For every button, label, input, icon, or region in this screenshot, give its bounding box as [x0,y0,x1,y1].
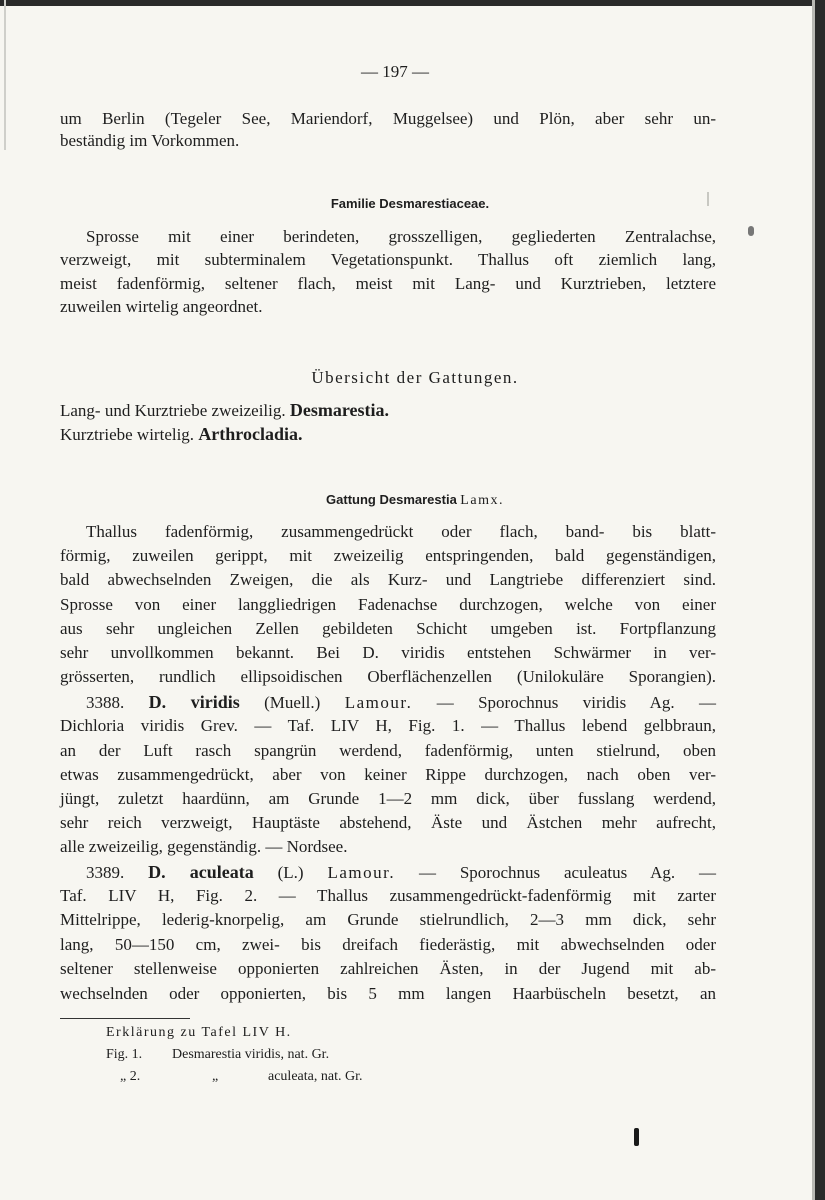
species-3389-line: seltener stellenweise opponierten zahlreichen Ästen, in der Jugend mit ab- [60,959,716,978]
genus-heading-author: Lamx. [460,493,504,508]
genus-desc-line: Sprosse von einer langgliedrigen Fadenachse durchzogen, welche von einer [60,595,716,614]
species-3388-line: sehr reich verzweigt, Hauptäste abstehend, Äste und Ästchen mehr aufrecht, [60,813,716,832]
species-name: D. viridis [148,692,240,712]
footnote-ditto: „ [212,1069,219,1084]
intro-line: beständig im Vorkommen. [60,131,240,150]
species-author-part: Lamour. [327,863,396,882]
species-3389-line: lang, 50—150 cm, zwei- bis dreifach fiederästig, mit abwechselnden oder [60,935,716,954]
family-desc-line: meist fadenförmig, seltener flach, meist mit Lang- und Kurztrieben, letztere [60,274,716,293]
species-author-part: (L.) [277,863,304,882]
species-3388-line: jüngt, zuletzt haardünn, am Grunde 1—2 mm dick, über fusslang werdend, [60,789,716,808]
overview-entry-text: Kurztriebe wirtelig. [60,425,195,444]
overview-heading: Übersicht der Gattungen. [311,368,519,387]
footnote-row-text: Desmarestia viridis, nat. Gr. [172,1047,330,1062]
species-synonym: — Sporochnus aculeatus Ag. — [418,863,717,882]
species-entry-3388 [86,690,716,715]
species-number: 3388. [86,693,125,712]
intro-line: um Berlin (Tegeler See, Mariendorf, Muggelsee) und Plön, aber sehr un- [60,109,716,128]
overview-entry-genus: Desmarestia. [289,400,390,420]
overview-entry [60,398,389,423]
overview-entry-genus: Arthrocladia. [198,424,303,444]
footnote-title: Erklärung zu Tafel LIV H. [106,1025,292,1040]
genus-desc-line: förmig, zuweilen gerippt, mit zweizeilig entspringenden, bald gegenständigen, [60,546,716,565]
genus-desc-line: sehr unvollkommen bekannt. Bei D. viridis entstehen Schwärmer in ver- [60,643,716,662]
footnote-rule [60,1018,190,1019]
overview-entry [60,422,302,447]
genus-desc-line: grösserten, rundlich ellipsoidischen Oberflächenzellen (Unilokuläre Sporangien). [60,667,716,686]
family-desc-line: Sprosse mit einer berindeten, grosszelligen, gegliederten Zentralachse, [86,227,716,246]
family-heading: Familie Desmarestiaceae. [330,196,490,211]
species-3388-line: alle zweizeilig, gegenständig. — Nordsee. [60,837,348,856]
genus-heading [60,488,770,513]
species-author [278,863,395,882]
species-entry-3389 [86,860,716,885]
species-synonym: — Sporochnus viridis Ag. — [436,693,717,712]
species-author-part: (Muell.) [264,693,321,712]
species-3389-line: wechselnden oder opponierten, bis 5 mm langen Haarbüscheln besetzt, an [60,984,716,1003]
scan-border-top [0,0,825,6]
species-author [264,693,412,712]
species-3389-line: Mittelrippe, lederig-knorpelig, am Grunde stielrundlich, 2—3 mm dick, sehr [60,910,716,929]
genus-heading-name: Gattung Desmarestia [326,492,457,507]
overview-entry-text: Lang- und Kurztriebe zweizeilig. [60,401,286,420]
species-name: D. aculeata [148,862,254,882]
species-author-part: Lamour. [344,693,413,712]
species-number: 3389. [86,863,125,882]
scan-speck [634,1128,639,1146]
species-3388-line: etwas zusammengedrückt, aber von keiner Rippe durchzogen, nach oben ver- [60,765,716,784]
family-desc-line: verzweigt, mit subterminalem Vegetationspunkt. Thallus oft ziemlich lang, [60,250,716,269]
species-3389-line: Taf. LIV H, Fig. 2. — Thallus zusammengedrückt-fadenförmig mit zarter [60,886,716,905]
footnote-row-label: Fig. 1. [106,1047,143,1062]
footnote-row-label: „ 2. [120,1069,141,1084]
scan-border-left [4,0,6,150]
genus-desc-line: aus sehr ungleichen Zellen gebildeten Schicht umgeben ist. Fortpflanzung [60,619,716,638]
genus-desc-line: Thallus fadenförmig, zusammengedrückt oder flach, band- bis blatt- [86,522,716,541]
page-number: — 197 — [361,62,429,81]
species-3388-line: Dichloria viridis Grev. — Taf. LIV H, Fig. 1. — Thallus lebend gelbbraun, [60,716,716,735]
scan-border-right-shadow [812,0,815,1200]
genus-desc-line: bald abwechselnden Zweigen, die als Kurz- und Langtriebe differenziert sind. [60,570,716,589]
scan-border-right [815,0,825,1200]
family-desc-line: zuweilen wirtelig angeordnet. [60,297,263,316]
footnote-row-text: aculeata, nat. Gr. [268,1069,363,1084]
species-3388-line: an der Luft rasch spangrün werdend, fadenförmig, unten stielrund, oben [60,741,716,760]
scan-speck [748,226,754,236]
